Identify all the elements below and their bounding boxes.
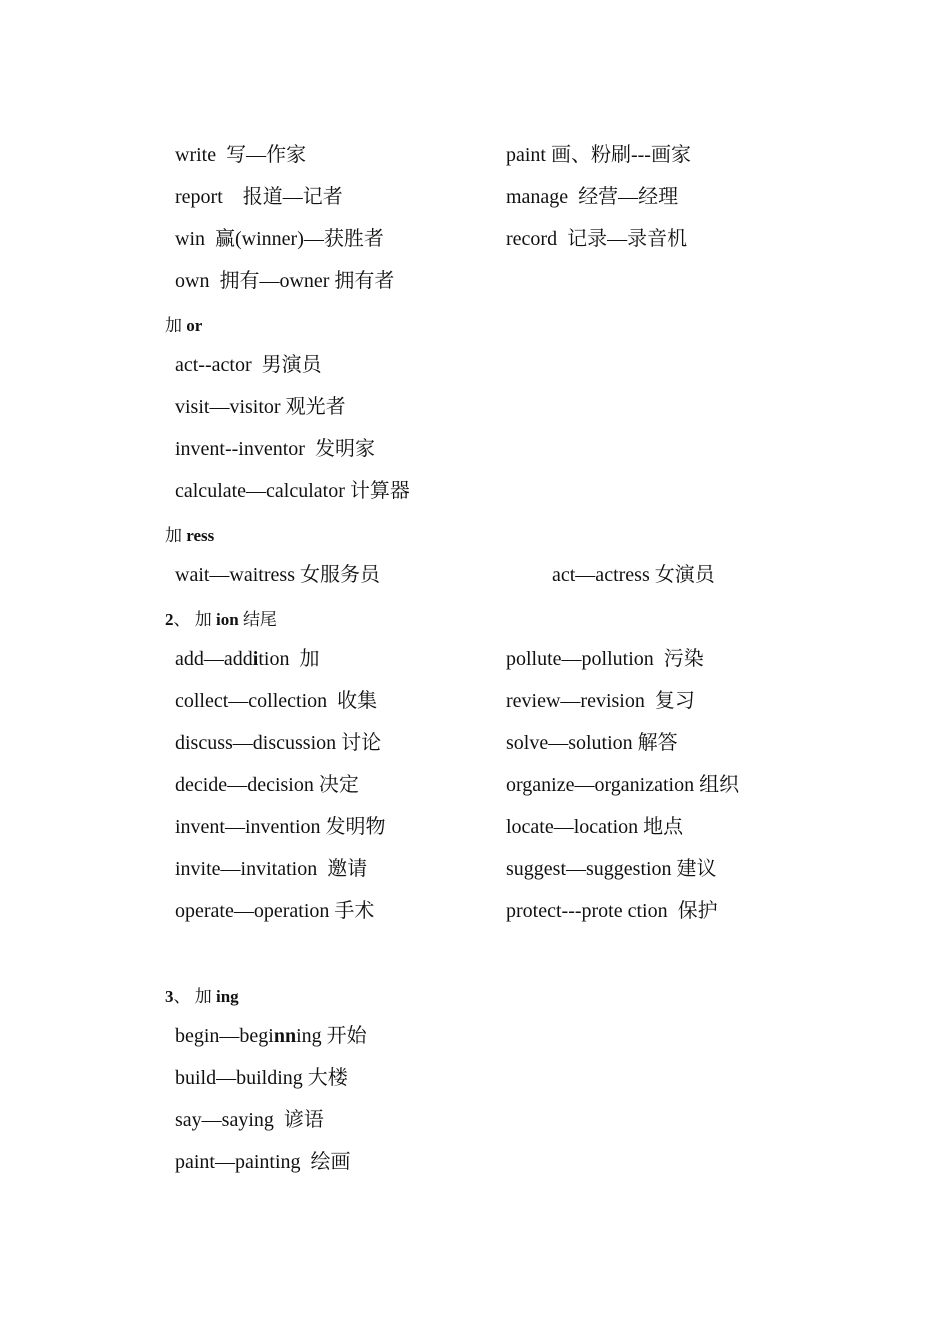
word-pair: act--actor 男演员 <box>175 354 322 376</box>
heading-number: 3 <box>165 987 174 1006</box>
word-pair: discuss—discussion 讨论 <box>175 732 382 754</box>
word-pair: invite—invitation 邀请 <box>175 858 368 880</box>
section-heading-ion <box>165 609 277 631</box>
word-pair: organize—organization 组织 <box>506 774 740 796</box>
word-pair: decide—decision 决定 <box>175 774 359 796</box>
word-pair: say—saying 谚语 <box>175 1109 324 1131</box>
word-pair: invent--inventor 发明家 <box>175 438 375 460</box>
word-part: tion 加 <box>258 648 320 670</box>
heading-prefix: 、 加 <box>173 987 216 1006</box>
word-pair: win 赢(winner)—获胜者 <box>175 228 384 250</box>
heading-suffix: ress <box>186 526 215 545</box>
word-pair: act—actress 女演员 <box>552 564 715 586</box>
word-pair: collect—collection 收集 <box>175 690 378 712</box>
word-pair: locate—location 地点 <box>506 816 684 838</box>
section-heading-or <box>165 315 202 337</box>
word-pair: wait—waitress 女服务员 <box>175 564 380 586</box>
word-pair: manage 经营—经理 <box>506 186 679 208</box>
heading-prefix: 、 加 <box>173 610 216 629</box>
word-pair: protect---prote ction 保护 <box>506 900 718 922</box>
section-heading-ing <box>165 986 239 1008</box>
word-part: ing 开始 <box>296 1025 367 1047</box>
word-pair: operate—operation 手术 <box>175 900 375 922</box>
heading-suffix: ing <box>216 987 239 1006</box>
word-pair: paint—painting 绘画 <box>175 1151 351 1173</box>
word-pair <box>175 647 319 671</box>
heading-tail: 结尾 <box>238 610 277 629</box>
word-pair: write 写—作家 <box>175 144 307 166</box>
word-pair: calculate—calculator 计算器 <box>175 480 410 502</box>
word-part-bold: nn <box>273 1025 297 1047</box>
word-pair: invent—invention 发明物 <box>175 816 386 838</box>
word-pair: visit—visitor 观光者 <box>175 396 346 418</box>
word-pair: record 记录—录音机 <box>506 228 688 250</box>
word-pair: solve—solution 解答 <box>506 732 678 754</box>
heading-prefix: 加 <box>165 316 187 335</box>
section-heading-ress <box>165 525 214 547</box>
word-pair <box>175 1024 367 1048</box>
heading-suffix: ion <box>216 610 239 629</box>
word-part: add—add <box>175 648 253 670</box>
word-pair: review—revision 复习 <box>506 690 695 712</box>
word-pair: paint 画、粉刷---画家 <box>506 144 691 166</box>
heading-suffix: or <box>186 316 203 335</box>
word-pair: own 拥有—owner 拥有者 <box>175 270 395 292</box>
word-pair: report 报道—记者 <box>175 186 343 208</box>
heading-number: 2 <box>165 610 174 629</box>
word-pair: suggest—suggestion 建议 <box>506 858 717 880</box>
word-pair: pollute—pollution 污染 <box>506 648 704 670</box>
heading-prefix: 加 <box>165 526 187 545</box>
word-part: begin—begi <box>175 1025 274 1047</box>
word-part-bold: i <box>252 648 259 670</box>
word-pair: build—building 大楼 <box>175 1067 348 1089</box>
